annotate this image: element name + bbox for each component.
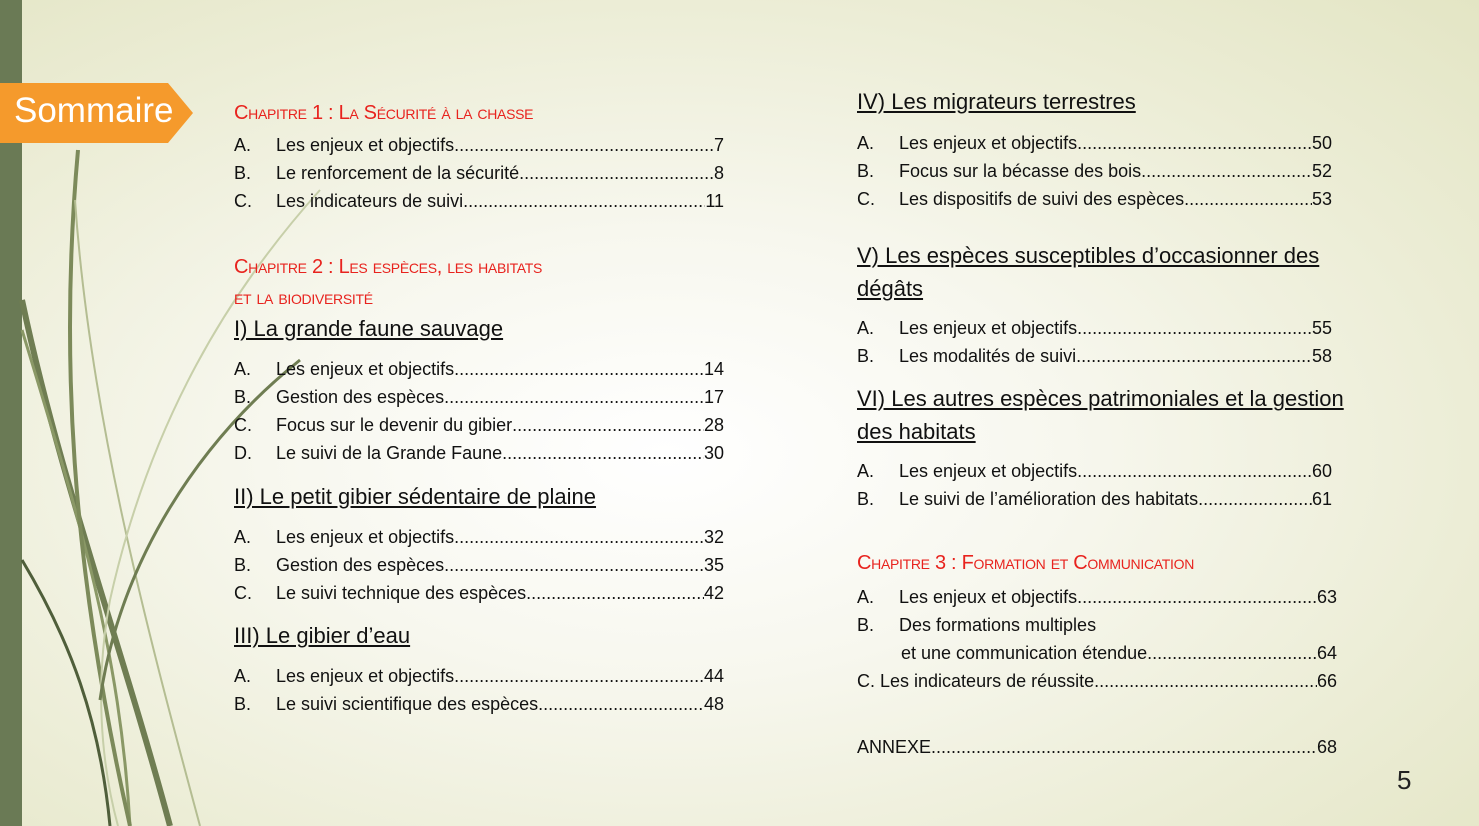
section-5-title[interactable]: V) Les espèces susceptibles d’occasionner des — [857, 243, 1320, 268]
section-1-title[interactable]: I) La grande faune sauvage — [234, 316, 504, 341]
section-5-title-cont[interactable]: dégâts — [857, 276, 924, 301]
section-6-title[interactable]: VI) Les autres espèces patrimoniales et la gestion — [857, 386, 1344, 411]
chapter-1-title: Chapitre 1 : La Sécurité à la chasse — [234, 102, 534, 124]
toc-entry[interactable]: D. Le suivi de la Grande Faune ..... 30 — [234, 439, 724, 467]
toc-entry[interactable]: A. Les enjeux et objectifs ..... 50 — [857, 129, 1332, 157]
toc-entry[interactable]: C. Le suivi technique des espèces ..... 42 — [234, 579, 724, 607]
toc-entry[interactable]: A. Les enjeux et objectifs ..... 60 — [857, 457, 1332, 485]
section-6-block — [857, 386, 1352, 513]
toc-entry[interactable]: C. Les indicateurs de suivi ..... 11 — [234, 187, 724, 215]
chapter-2-block — [234, 256, 724, 310]
section-6-title-cont[interactable]: des habitats — [857, 419, 976, 444]
page-title: Sommaire — [14, 91, 174, 130]
chapter-3-title: Chapitre 3 : Formation et Communication — [857, 552, 1195, 574]
toc-entry[interactable]: A. Les enjeux et objectifs ..... 63 — [857, 583, 1337, 611]
toc-entry[interactable]: C. Focus sur le devenir du gibier ..... 28 — [234, 411, 724, 439]
toc-entry[interactable]: B. Le suivi de l’amélioration des habitats ..... 61 — [857, 485, 1332, 513]
toc-entry[interactable]: C. Les indicateurs de réussite ..... 66 — [857, 667, 1337, 695]
toc-entry[interactable]: B. Les modalités de suivi ..... 58 — [857, 342, 1332, 370]
toc-entry[interactable]: B. Le suivi scientifique des espèces ..... 48 — [234, 690, 724, 718]
chapter-3-block — [857, 552, 1337, 695]
section-3-block — [234, 623, 724, 718]
toc-entry[interactable]: C. Les dispositifs de suivi des espèces ..... 53 — [857, 185, 1332, 213]
page-number: 5 — [1397, 765, 1412, 795]
toc-entry[interactable]: B. Gestion des espèces ..... 35 — [234, 551, 724, 579]
toc-entry[interactable]: B. Gestion des espèces ..... 17 — [234, 383, 724, 411]
section-1-block — [234, 316, 724, 467]
annexe-block — [857, 733, 1337, 761]
toc-entry[interactable]: B. Des formations multiples — [857, 615, 1097, 635]
section-3-title[interactable]: III) Le gibier d’eau — [234, 623, 411, 648]
toc-entry[interactable]: B. Le renforcement de la sécurité ..... 8 — [234, 159, 724, 187]
toc-entry[interactable]: B. Focus sur la bécasse des bois ..... 52 — [857, 157, 1332, 185]
toc-entry-continued[interactable]: et une communication étendue ..... 64 — [857, 639, 1337, 667]
toc-entry[interactable]: A. Les enjeux et objectifs ..... 7 — [234, 131, 724, 159]
toc-entry-annexe[interactable]: ANNEXE ..... 68 — [857, 733, 1337, 761]
toc-entry[interactable]: A. Les enjeux et objectifs ..... 44 — [234, 662, 724, 690]
toc-entry[interactable]: A. Les enjeux et objectifs ..... 55 — [857, 314, 1332, 342]
section-2-block — [234, 484, 724, 607]
section-2-title[interactable]: II) Le petit gibier sédentaire de plaine — [234, 484, 597, 509]
chapter-2-title: Chapitre 2 : Les espèces, les habitats — [234, 256, 543, 278]
section-4-title[interactable]: IV) Les migrateurs terrestres — [857, 89, 1136, 114]
chapter-1-block — [234, 102, 724, 215]
toc-entry[interactable]: A. Les enjeux et objectifs ..... 14 — [234, 355, 724, 383]
chapter-2-subtitle: et la biodiversité — [234, 287, 373, 309]
toc-entry[interactable]: A. Les enjeux et objectifs ..... 32 — [234, 523, 724, 551]
section-4-block — [857, 89, 1332, 213]
section-5-block — [857, 243, 1332, 370]
